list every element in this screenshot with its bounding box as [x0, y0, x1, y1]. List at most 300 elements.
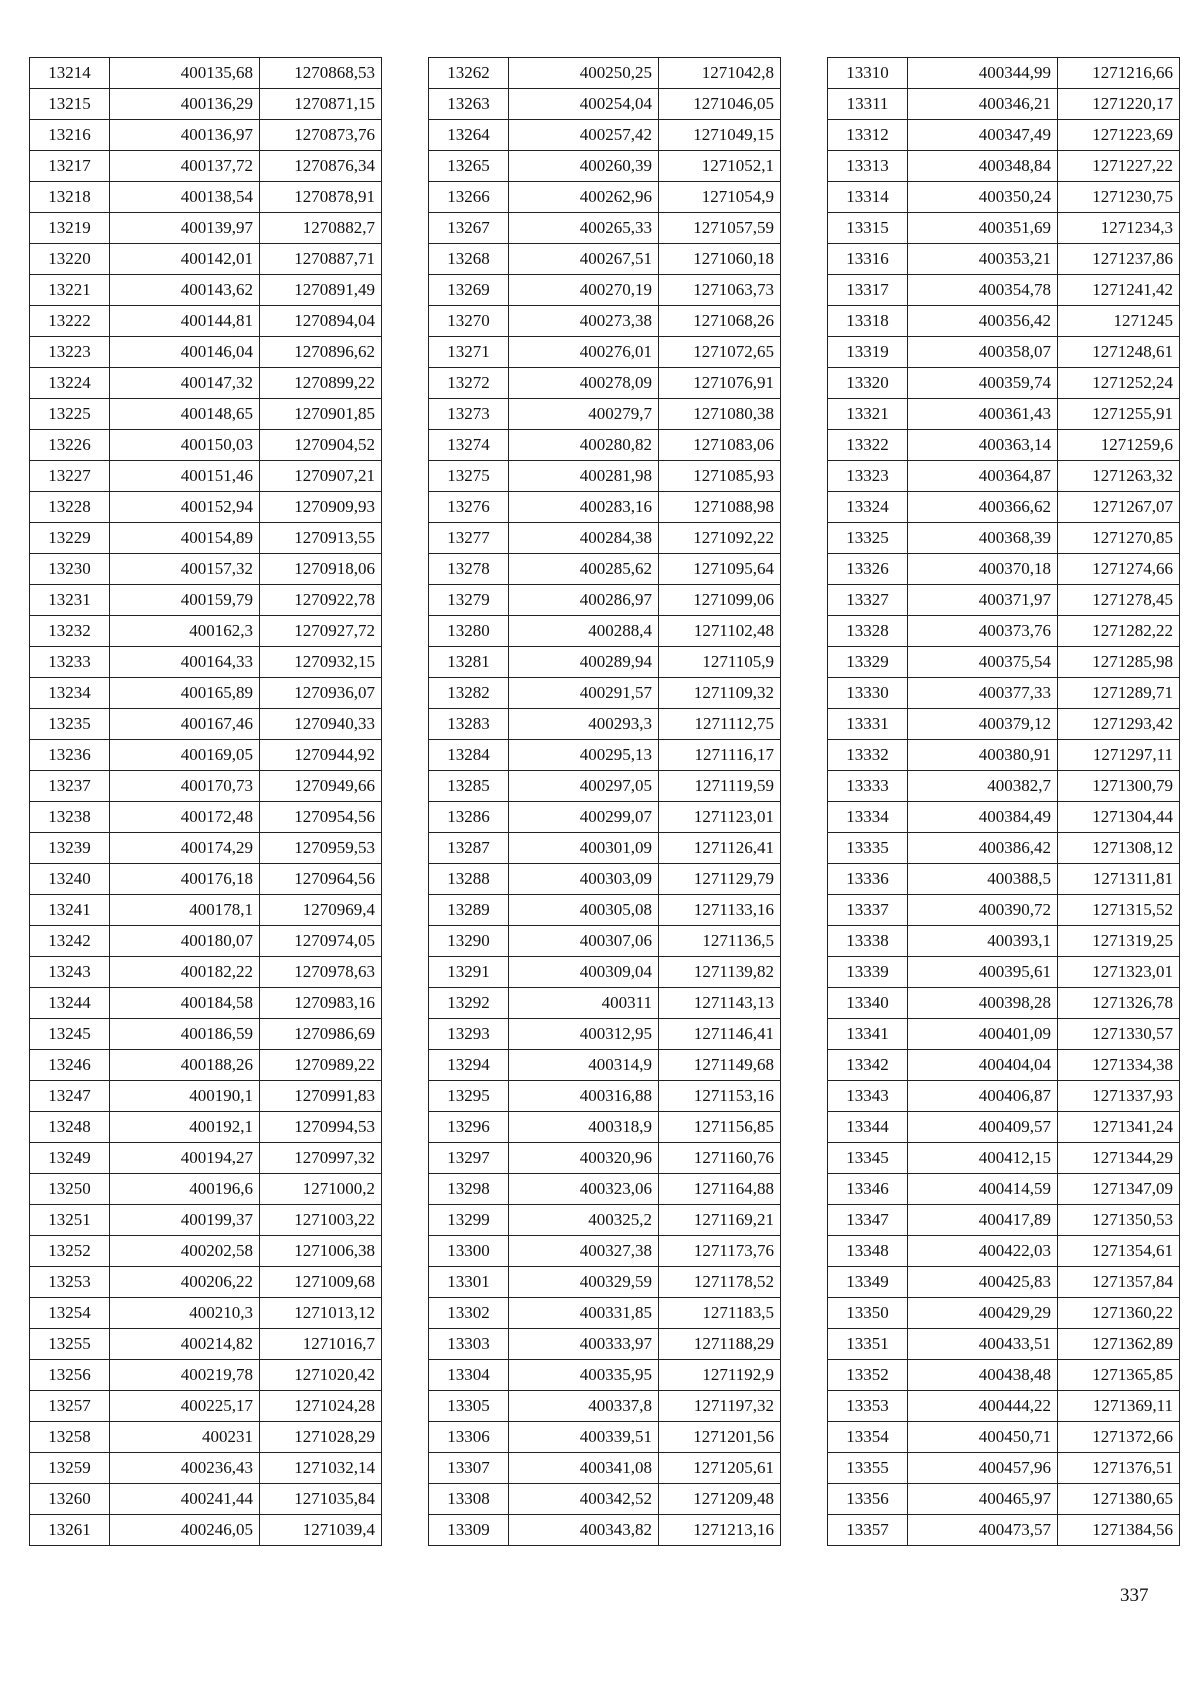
x-coordinate-cell: 400353,21: [908, 244, 1058, 275]
point-number-cell: 13326: [828, 554, 908, 585]
point-number-cell: 13341: [828, 1019, 908, 1050]
y-coordinate-cell: 1271035,84: [260, 1484, 382, 1515]
table-row: [828, 244, 1180, 275]
table-row: [429, 802, 781, 833]
x-coordinate-cell: 400429,29: [908, 1298, 1058, 1329]
y-coordinate-cell: 1271112,75: [659, 709, 781, 740]
table-row: [429, 306, 781, 337]
point-number-cell: 13265: [429, 151, 509, 182]
x-coordinate-cell: 400433,51: [908, 1329, 1058, 1360]
y-coordinate-cell: 1271380,65: [1058, 1484, 1180, 1515]
y-coordinate-cell: 1271384,56: [1058, 1515, 1180, 1546]
point-number-cell: 13308: [429, 1484, 509, 1515]
table-row: [429, 1174, 781, 1205]
point-number-cell: 13218: [30, 182, 110, 213]
y-coordinate-cell: 1270944,92: [260, 740, 382, 771]
point-number-cell: 13294: [429, 1050, 509, 1081]
y-coordinate-cell: 1270949,66: [260, 771, 382, 802]
x-coordinate-cell: 400320,96: [509, 1143, 659, 1174]
x-coordinate-cell: 400139,97: [110, 213, 260, 244]
table-row: [30, 1391, 382, 1422]
table-row: [429, 1484, 781, 1515]
x-coordinate-cell: 400351,69: [908, 213, 1058, 244]
y-coordinate-cell: 1271278,45: [1058, 585, 1180, 616]
point-number-cell: 13329: [828, 647, 908, 678]
x-coordinate-cell: 400323,06: [509, 1174, 659, 1205]
x-coordinate-cell: 400377,33: [908, 678, 1058, 709]
y-coordinate-cell: 1271133,16: [659, 895, 781, 926]
table-row: [30, 895, 382, 926]
x-coordinate-cell: 400136,97: [110, 120, 260, 151]
x-coordinate-cell: 400373,76: [908, 616, 1058, 647]
point-number-cell: 13313: [828, 151, 908, 182]
table-row: [429, 461, 781, 492]
table-row: [828, 306, 1180, 337]
table-row: [828, 1329, 1180, 1360]
table-row: [30, 1205, 382, 1236]
table-row: [30, 957, 382, 988]
x-coordinate-cell: 400305,08: [509, 895, 659, 926]
table-row: [828, 957, 1180, 988]
x-coordinate-cell: 400382,7: [908, 771, 1058, 802]
y-coordinate-cell: 1270909,93: [260, 492, 382, 523]
y-coordinate-cell: 1271311,81: [1058, 864, 1180, 895]
x-coordinate-cell: 400165,89: [110, 678, 260, 709]
coordinates-table-3: [827, 57, 1180, 1546]
x-coordinate-cell: 400312,95: [509, 1019, 659, 1050]
x-coordinate-cell: 400291,57: [509, 678, 659, 709]
y-coordinate-cell: 1271220,17: [1058, 89, 1180, 120]
table-row: [30, 461, 382, 492]
x-coordinate-cell: 400414,59: [908, 1174, 1058, 1205]
x-coordinate-cell: 400465,97: [908, 1484, 1058, 1515]
table-row: [828, 802, 1180, 833]
point-number-cell: 13287: [429, 833, 509, 864]
table-row: [30, 492, 382, 523]
point-number-cell: 13235: [30, 709, 110, 740]
x-coordinate-cell: 400214,82: [110, 1329, 260, 1360]
table-row: [429, 182, 781, 213]
table-row: [429, 1267, 781, 1298]
point-number-cell: 13356: [828, 1484, 908, 1515]
y-coordinate-cell: 1271039,4: [260, 1515, 382, 1546]
point-number-cell: 13257: [30, 1391, 110, 1422]
table-row: [30, 368, 382, 399]
point-number-cell: 13270: [429, 306, 509, 337]
point-number-cell: 13236: [30, 740, 110, 771]
x-coordinate-cell: 400425,83: [908, 1267, 1058, 1298]
point-number-cell: 13311: [828, 89, 908, 120]
y-coordinate-cell: 1271046,05: [659, 89, 781, 120]
y-coordinate-cell: 1271105,9: [659, 647, 781, 678]
point-number-cell: 13316: [828, 244, 908, 275]
table-row: [429, 151, 781, 182]
y-coordinate-cell: 1271274,66: [1058, 554, 1180, 585]
y-coordinate-cell: 1270969,4: [260, 895, 382, 926]
y-coordinate-cell: 1271267,07: [1058, 492, 1180, 523]
x-coordinate-cell: 400358,07: [908, 337, 1058, 368]
x-coordinate-cell: 400329,59: [509, 1267, 659, 1298]
x-coordinate-cell: 400335,95: [509, 1360, 659, 1391]
table-row: [429, 1360, 781, 1391]
y-coordinate-cell: 1271252,24: [1058, 368, 1180, 399]
point-number-cell: 13286: [429, 802, 509, 833]
point-number-cell: 13245: [30, 1019, 110, 1050]
y-coordinate-cell: 1271347,09: [1058, 1174, 1180, 1205]
y-coordinate-cell: 1270964,56: [260, 864, 382, 895]
point-number-cell: 13343: [828, 1081, 908, 1112]
x-coordinate-cell: 400192,1: [110, 1112, 260, 1143]
table-row: [30, 1267, 382, 1298]
point-number-cell: 13288: [429, 864, 509, 895]
table-row: [30, 1050, 382, 1081]
y-coordinate-cell: 1271024,28: [260, 1391, 382, 1422]
x-coordinate-cell: 400182,22: [110, 957, 260, 988]
table-row: [828, 554, 1180, 585]
point-number-cell: 13220: [30, 244, 110, 275]
point-number-cell: 13348: [828, 1236, 908, 1267]
table-row: [30, 151, 382, 182]
x-coordinate-cell: 400339,51: [509, 1422, 659, 1453]
point-number-cell: 13225: [30, 399, 110, 430]
x-coordinate-cell: 400188,26: [110, 1050, 260, 1081]
y-coordinate-cell: 1271344,29: [1058, 1143, 1180, 1174]
x-coordinate-cell: 400284,38: [509, 523, 659, 554]
y-coordinate-cell: 1271080,38: [659, 399, 781, 430]
x-coordinate-cell: 400174,29: [110, 833, 260, 864]
table-row: [429, 1019, 781, 1050]
point-number-cell: 13300: [429, 1236, 509, 1267]
point-number-cell: 13346: [828, 1174, 908, 1205]
y-coordinate-cell: 1270997,32: [260, 1143, 382, 1174]
x-coordinate-cell: 400278,09: [509, 368, 659, 399]
y-coordinate-cell: 1271146,41: [659, 1019, 781, 1050]
point-number-cell: 13266: [429, 182, 509, 213]
x-coordinate-cell: 400316,88: [509, 1081, 659, 1112]
table-row: [429, 1081, 781, 1112]
point-number-cell: 13299: [429, 1205, 509, 1236]
table-row: [429, 1453, 781, 1484]
y-coordinate-cell: 1271149,68: [659, 1050, 781, 1081]
x-coordinate-cell: 400342,52: [509, 1484, 659, 1515]
x-coordinate-cell: 400406,87: [908, 1081, 1058, 1112]
point-number-cell: 13260: [30, 1484, 110, 1515]
y-coordinate-cell: 1271057,59: [659, 213, 781, 244]
point-number-cell: 13226: [30, 430, 110, 461]
table-row: [429, 1298, 781, 1329]
x-coordinate-cell: 400152,94: [110, 492, 260, 523]
point-number-cell: 13338: [828, 926, 908, 957]
y-coordinate-cell: 1271319,25: [1058, 926, 1180, 957]
x-coordinate-cell: 400331,85: [509, 1298, 659, 1329]
x-coordinate-cell: 400384,49: [908, 802, 1058, 833]
table-row: [429, 1050, 781, 1081]
table-row: [30, 1019, 382, 1050]
y-coordinate-cell: 1271241,42: [1058, 275, 1180, 306]
y-coordinate-cell: 1270986,69: [260, 1019, 382, 1050]
table-row: [828, 399, 1180, 430]
point-number-cell: 13217: [30, 151, 110, 182]
table-row: [30, 182, 382, 213]
y-coordinate-cell: 1271213,16: [659, 1515, 781, 1546]
table-row: [828, 182, 1180, 213]
x-coordinate-cell: 400314,9: [509, 1050, 659, 1081]
point-number-cell: 13232: [30, 616, 110, 647]
table-row: [30, 120, 382, 151]
point-number-cell: 13332: [828, 740, 908, 771]
table-row: [828, 1143, 1180, 1174]
table-row: [30, 1453, 382, 1484]
x-coordinate-cell: 400288,4: [509, 616, 659, 647]
x-coordinate-cell: 400170,73: [110, 771, 260, 802]
x-coordinate-cell: 400398,28: [908, 988, 1058, 1019]
x-coordinate-cell: 400135,68: [110, 58, 260, 89]
point-number-cell: 13279: [429, 585, 509, 616]
y-coordinate-cell: 1271153,16: [659, 1081, 781, 1112]
point-number-cell: 13349: [828, 1267, 908, 1298]
y-coordinate-cell: 1271282,22: [1058, 616, 1180, 647]
x-coordinate-cell: 400393,1: [908, 926, 1058, 957]
point-number-cell: 13219: [30, 213, 110, 244]
table-row: [828, 461, 1180, 492]
point-number-cell: 13344: [828, 1112, 908, 1143]
x-coordinate-cell: 400199,37: [110, 1205, 260, 1236]
point-number-cell: 13282: [429, 678, 509, 709]
y-coordinate-cell: 1271173,76: [659, 1236, 781, 1267]
x-coordinate-cell: 400386,42: [908, 833, 1058, 864]
x-coordinate-cell: 400404,04: [908, 1050, 1058, 1081]
y-coordinate-cell: 1271289,71: [1058, 678, 1180, 709]
y-coordinate-cell: 1270978,63: [260, 957, 382, 988]
y-coordinate-cell: 1271326,78: [1058, 988, 1180, 1019]
y-coordinate-cell: 1271006,38: [260, 1236, 382, 1267]
point-number-cell: 13296: [429, 1112, 509, 1143]
table-row: [30, 523, 382, 554]
x-coordinate-cell: 400285,62: [509, 554, 659, 585]
point-number-cell: 13223: [30, 337, 110, 368]
x-coordinate-cell: 400262,96: [509, 182, 659, 213]
y-coordinate-cell: 1270918,06: [260, 554, 382, 585]
point-number-cell: 13330: [828, 678, 908, 709]
point-number-cell: 13258: [30, 1422, 110, 1453]
x-coordinate-cell: 400194,27: [110, 1143, 260, 1174]
x-coordinate-cell: 400370,18: [908, 554, 1058, 585]
table-row: [828, 58, 1180, 89]
table-row: [30, 430, 382, 461]
table-row: [828, 740, 1180, 771]
point-number-cell: 13277: [429, 523, 509, 554]
table-row: [429, 740, 781, 771]
point-number-cell: 13291: [429, 957, 509, 988]
table-row: [828, 1515, 1180, 1546]
y-coordinate-cell: 1271293,42: [1058, 709, 1180, 740]
x-coordinate-cell: 400151,46: [110, 461, 260, 492]
y-coordinate-cell: 1271237,86: [1058, 244, 1180, 275]
table-row: [429, 647, 781, 678]
point-number-cell: 13342: [828, 1050, 908, 1081]
table-row: [30, 554, 382, 585]
x-coordinate-cell: 400356,42: [908, 306, 1058, 337]
point-number-cell: 13247: [30, 1081, 110, 1112]
x-coordinate-cell: 400311: [509, 988, 659, 1019]
x-coordinate-cell: 400143,62: [110, 275, 260, 306]
point-number-cell: 13323: [828, 461, 908, 492]
x-coordinate-cell: 400180,07: [110, 926, 260, 957]
x-coordinate-cell: 400241,44: [110, 1484, 260, 1515]
point-number-cell: 13310: [828, 58, 908, 89]
table-row: [30, 1329, 382, 1360]
y-coordinate-cell: 1270876,34: [260, 151, 382, 182]
table-row: [30, 399, 382, 430]
x-coordinate-cell: 400361,43: [908, 399, 1058, 430]
table-row: [828, 709, 1180, 740]
point-number-cell: 13222: [30, 306, 110, 337]
y-coordinate-cell: 1271013,12: [260, 1298, 382, 1329]
point-number-cell: 13250: [30, 1174, 110, 1205]
y-coordinate-cell: 1271337,93: [1058, 1081, 1180, 1112]
y-coordinate-cell: 1271119,59: [659, 771, 781, 802]
y-coordinate-cell: 1271259,6: [1058, 430, 1180, 461]
x-coordinate-cell: 400293,3: [509, 709, 659, 740]
x-coordinate-cell: 400286,97: [509, 585, 659, 616]
table-row: [429, 709, 781, 740]
table-row: [828, 988, 1180, 1019]
y-coordinate-cell: 1271300,79: [1058, 771, 1180, 802]
point-number-cell: 13253: [30, 1267, 110, 1298]
table-row: [429, 585, 781, 616]
table-row: [828, 1081, 1180, 1112]
table-row: [429, 1422, 781, 1453]
point-number-cell: 13312: [828, 120, 908, 151]
y-coordinate-cell: 1271129,79: [659, 864, 781, 895]
table-row: [429, 399, 781, 430]
point-number-cell: 13307: [429, 1453, 509, 1484]
y-coordinate-cell: 1270927,72: [260, 616, 382, 647]
y-coordinate-cell: 1271028,29: [260, 1422, 382, 1453]
y-coordinate-cell: 1271263,32: [1058, 461, 1180, 492]
y-coordinate-cell: 1271072,65: [659, 337, 781, 368]
table-row: [429, 616, 781, 647]
table-row: [828, 1236, 1180, 1267]
x-coordinate-cell: 400186,59: [110, 1019, 260, 1050]
table-row: [30, 802, 382, 833]
table-row: [429, 1236, 781, 1267]
point-number-cell: 13267: [429, 213, 509, 244]
point-number-cell: 13276: [429, 492, 509, 523]
point-number-cell: 13339: [828, 957, 908, 988]
table-row: [828, 120, 1180, 151]
x-coordinate-cell: 400281,98: [509, 461, 659, 492]
x-coordinate-cell: 400348,84: [908, 151, 1058, 182]
x-coordinate-cell: 400368,39: [908, 523, 1058, 554]
point-number-cell: 13244: [30, 988, 110, 1019]
table-row: [30, 1298, 382, 1329]
y-coordinate-cell: 1271234,3: [1058, 213, 1180, 244]
x-coordinate-cell: 400225,17: [110, 1391, 260, 1422]
x-coordinate-cell: 400146,04: [110, 337, 260, 368]
point-number-cell: 13283: [429, 709, 509, 740]
x-coordinate-cell: 400438,48: [908, 1360, 1058, 1391]
table-row: [30, 616, 382, 647]
table-row: [30, 275, 382, 306]
point-number-cell: 13295: [429, 1081, 509, 1112]
x-coordinate-cell: 400257,42: [509, 120, 659, 151]
x-coordinate-cell: 400327,38: [509, 1236, 659, 1267]
y-coordinate-cell: 1271223,69: [1058, 120, 1180, 151]
x-coordinate-cell: 400162,3: [110, 616, 260, 647]
x-coordinate-cell: 400299,07: [509, 802, 659, 833]
table-row: [30, 1236, 382, 1267]
x-coordinate-cell: 400267,51: [509, 244, 659, 275]
point-number-cell: 13304: [429, 1360, 509, 1391]
point-number-cell: 13262: [429, 58, 509, 89]
point-number-cell: 13255: [30, 1329, 110, 1360]
x-coordinate-cell: 400142,01: [110, 244, 260, 275]
y-coordinate-cell: 1271315,52: [1058, 895, 1180, 926]
y-coordinate-cell: 1271357,84: [1058, 1267, 1180, 1298]
table-row: [30, 1422, 382, 1453]
x-coordinate-cell: 400375,54: [908, 647, 1058, 678]
point-number-cell: 13249: [30, 1143, 110, 1174]
coordinates-table-1: [29, 57, 382, 1546]
point-number-cell: 13239: [30, 833, 110, 864]
point-number-cell: 13320: [828, 368, 908, 399]
y-coordinate-cell: 1270983,16: [260, 988, 382, 1019]
point-number-cell: 13315: [828, 213, 908, 244]
table-row: [828, 1174, 1180, 1205]
point-number-cell: 13322: [828, 430, 908, 461]
y-coordinate-cell: 1271323,01: [1058, 957, 1180, 988]
y-coordinate-cell: 1271063,73: [659, 275, 781, 306]
x-coordinate-cell: 400354,78: [908, 275, 1058, 306]
table-row: [828, 523, 1180, 554]
x-coordinate-cell: 400346,21: [908, 89, 1058, 120]
point-number-cell: 13355: [828, 1453, 908, 1484]
point-number-cell: 13334: [828, 802, 908, 833]
y-coordinate-cell: 1271227,22: [1058, 151, 1180, 182]
x-coordinate-cell: 400283,16: [509, 492, 659, 523]
table-row: [429, 213, 781, 244]
table-row: [30, 988, 382, 1019]
point-number-cell: 13215: [30, 89, 110, 120]
x-coordinate-cell: 400309,04: [509, 957, 659, 988]
y-coordinate-cell: 1271156,85: [659, 1112, 781, 1143]
x-coordinate-cell: 400164,33: [110, 647, 260, 678]
table-row: [828, 771, 1180, 802]
x-coordinate-cell: 400350,24: [908, 182, 1058, 213]
y-coordinate-cell: 1271042,8: [659, 58, 781, 89]
y-coordinate-cell: 1271270,85: [1058, 523, 1180, 554]
x-coordinate-cell: 400202,58: [110, 1236, 260, 1267]
table-row: [30, 647, 382, 678]
x-coordinate-cell: 400347,49: [908, 120, 1058, 151]
table-row: [30, 1081, 382, 1112]
point-number-cell: 13325: [828, 523, 908, 554]
y-coordinate-cell: 1271192,9: [659, 1360, 781, 1391]
point-number-cell: 13234: [30, 678, 110, 709]
point-number-cell: 13275: [429, 461, 509, 492]
x-coordinate-cell: 400401,09: [908, 1019, 1058, 1050]
x-coordinate-cell: 400148,65: [110, 399, 260, 430]
table-row: [30, 709, 382, 740]
point-number-cell: 13224: [30, 368, 110, 399]
y-coordinate-cell: 1271197,32: [659, 1391, 781, 1422]
y-coordinate-cell: 1270894,04: [260, 306, 382, 337]
y-coordinate-cell: 1271178,52: [659, 1267, 781, 1298]
x-coordinate-cell: 400246,05: [110, 1515, 260, 1546]
x-coordinate-cell: 400333,97: [509, 1329, 659, 1360]
point-number-cell: 13246: [30, 1050, 110, 1081]
